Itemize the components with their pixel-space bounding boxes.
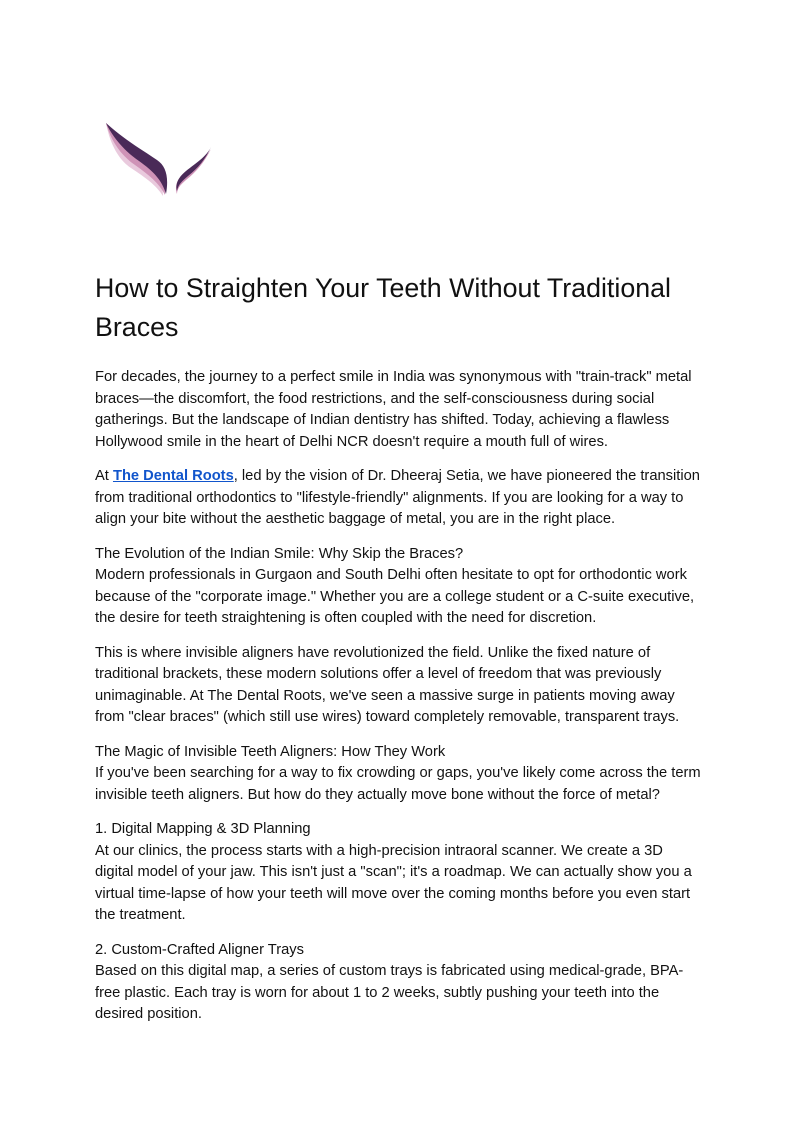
document-body [0,269,795,1026]
section-evolution-heading: The Evolution of the Indian Smile: Why Skip the Braces? [95,545,464,562]
page-title: How to Straighten Your Teeth Without Traditional Braces [95,273,671,342]
section-evolution-body: Modern professionals in Gurgaon and South Delhi often hesitate to opt for orthodontic work because of the "corporate image." Whether you are a college student or a C-suite executive, the desire for teeth straightening is often coupled with the need for discretion. [95,567,695,626]
text-before-link: At [95,468,113,484]
paragraph-aligners-revolution: This is where invisible aligners have revolutionized the field. Unlike the fixed nature of traditional brackets, these modern solutions offer a level of freedom that was previously unimaginable. At The Dental Roots, we've seen a massive surge in patients moving away from "clear braces" (which still use wires) toward completely removable, transparent trays. [95,644,680,725]
section-magic [95,742,701,807]
section-step2-heading: 2. Custom-Crafted Aligner Trays [95,941,304,958]
section-step2-aligner-trays [95,940,701,1026]
logo-small-swoosh-dark [176,147,211,191]
section-step1-body: At our clinics, the process starts with a high-precision intraoral scanner. We create a 3D digital model of your jaw. This isn't just a "scan"; it's a roadmap. We can actually show you a virtual time-lapse of how your teeth will move over the coming months before you even start the treatment. [95,842,692,923]
section-magic-body: If you've been searching for a way to fix crowding or gaps, you've likely come across the term invisible teeth aligners. But how do they actually move bone without the force of metal? [95,765,701,803]
section-magic-heading: The Magic of Invisible Teeth Aligners: How They Work [95,743,446,760]
paragraph-intro: For decades, the journey to a perfect smile in India was synonymous with "train-track" metal braces—the discomfort, the food restrictions, and the self-consciousness during social gatherings. But the landscape of Indian dentistry has shifted. Today, achieving a flawless Hollywood smile in the heart of Delhi NCR doesn't require a mouth full of wires. [95,369,692,450]
paragraph-about-clinic [95,466,701,531]
section-step2-body: Based on this digital map, a series of custom trays is fabricated using medical-grade, BPA-free plastic. Each tray is worn for about 1 to 2 weeks, subtly pushing your teeth into the desired position. [95,963,684,1022]
section-step1-digital-mapping [95,819,701,927]
text-after-link: , led by the vision of Dr. Dheeraj Setia, we have pioneered the transition from traditional orthodontics to "lifestyle-friendly" alignments. If you are looking for a way to align your bite without the aesthetic baggage of metal, you are in the right place. [95,468,700,527]
section-step1-heading: 1. Digital Mapping & 3D Planning [95,821,311,837]
dental-roots-logo [103,121,213,199]
dental-roots-link[interactable]: The Dental Roots [112,468,234,484]
swoosh-logo-icon [103,121,213,199]
section-evolution [95,544,701,630]
